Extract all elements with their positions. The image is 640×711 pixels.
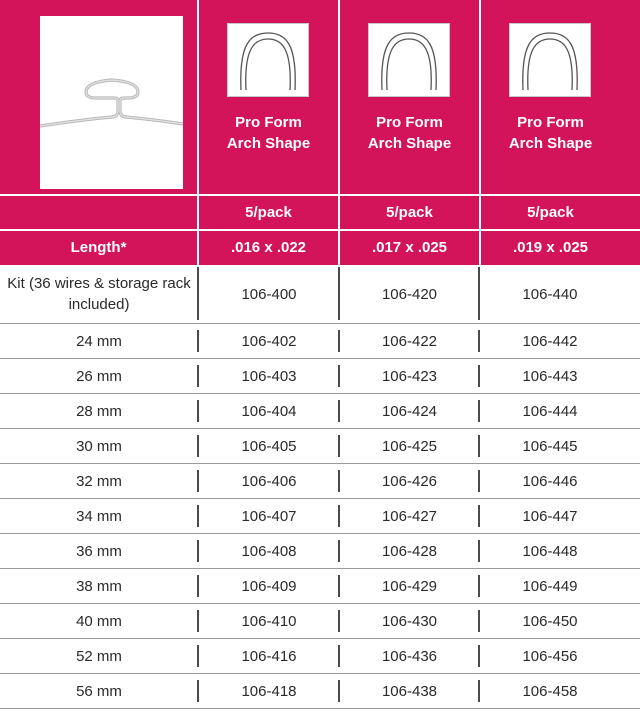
table-row <box>0 569 640 604</box>
item-code: 106-445 <box>522 437 578 455</box>
item-code: 106-410 <box>241 612 297 630</box>
item-code: 106-426 <box>381 472 438 490</box>
column-separator <box>478 400 480 422</box>
column-separator <box>197 365 199 387</box>
item-code: 106-409 <box>241 577 297 595</box>
column-separator <box>338 540 340 562</box>
arch-shape-icon <box>509 23 591 97</box>
item-code: 106-442 <box>522 332 578 350</box>
table-row <box>0 429 640 464</box>
table-row <box>0 394 640 429</box>
column-separator <box>478 470 480 492</box>
item-code: 106-448 <box>522 542 578 560</box>
item-code: 106-402 <box>241 332 297 350</box>
column-separator <box>478 365 480 387</box>
item-code: 106-440 <box>522 285 578 303</box>
column-separator <box>197 435 199 457</box>
item-code: 106-400 <box>241 285 297 303</box>
table-body <box>0 265 640 709</box>
item-code: 106-403 <box>241 367 297 385</box>
column-separator <box>338 645 340 667</box>
item-code: 106-458 <box>522 682 578 700</box>
pack-quantity: 5/pack <box>386 204 433 221</box>
vertical-loop-wire-image <box>40 16 183 189</box>
table-row <box>0 604 640 639</box>
item-code: 106-418 <box>241 682 297 700</box>
table-row <box>0 499 640 534</box>
table-row <box>0 265 640 324</box>
column-separator <box>478 330 480 352</box>
column-separator <box>338 470 340 492</box>
length-cell: Kit (36 wires & storage rack included) <box>7 275 191 313</box>
column-separator <box>338 610 340 632</box>
column-separator <box>338 505 340 527</box>
item-code: 106-422 <box>381 332 438 350</box>
item-code: 106-408 <box>241 542 297 560</box>
wire-size: .016 x .022 <box>230 239 307 256</box>
length-cell: 38 mm <box>76 577 122 595</box>
column-separator <box>197 330 199 352</box>
column-separator <box>478 645 480 667</box>
arch-shape-icon <box>227 23 309 97</box>
column-separator <box>197 680 199 702</box>
table-row <box>0 324 640 359</box>
item-code: 106-407 <box>241 507 297 525</box>
item-code: 106-449 <box>522 577 578 595</box>
column-separator <box>478 680 480 702</box>
column-separator <box>338 400 340 422</box>
column-separator <box>338 267 340 320</box>
item-code: 106-425 <box>381 437 438 455</box>
item-code: 106-447 <box>522 507 578 525</box>
table-row <box>0 464 640 499</box>
length-column-header: Length* <box>70 239 127 256</box>
table-row <box>0 639 640 674</box>
length-cell: 56 mm <box>76 682 122 700</box>
length-cell: 28 mm <box>76 402 122 420</box>
length-cell: 24 mm <box>76 332 122 350</box>
column-separator <box>338 575 340 597</box>
length-cell: 30 mm <box>76 437 122 455</box>
item-code: 106-450 <box>522 612 578 630</box>
column-separator <box>338 330 340 352</box>
column-separator <box>478 575 480 597</box>
item-code: 106-446 <box>522 472 578 490</box>
item-code: 106-443 <box>522 367 578 385</box>
table-row <box>0 359 640 394</box>
length-cell: 34 mm <box>76 507 122 525</box>
column-separator <box>197 540 199 562</box>
column-separator <box>478 267 480 320</box>
item-code: 106-416 <box>241 647 297 665</box>
item-code: 106-444 <box>522 402 578 420</box>
column-separator <box>197 575 199 597</box>
length-cell: 40 mm <box>76 612 122 630</box>
table-row <box>0 674 640 709</box>
item-code: 106-405 <box>241 437 297 455</box>
header-rule <box>0 229 640 231</box>
length-cell: 32 mm <box>76 472 122 490</box>
wire-size: .017 x .025 <box>371 239 448 256</box>
item-code: 106-423 <box>381 367 438 385</box>
column-separator <box>197 645 199 667</box>
column-separator <box>338 680 340 702</box>
length-cell: 36 mm <box>76 542 122 560</box>
column-separator <box>478 505 480 527</box>
archwire-photo <box>40 16 183 189</box>
item-code: 106-424 <box>381 402 438 420</box>
item-code: 106-436 <box>381 647 438 665</box>
wire-size: .019 x .025 <box>512 239 589 256</box>
column-separator <box>478 610 480 632</box>
column-separator <box>478 435 480 457</box>
product-name: Pro Form Arch Shape <box>367 114 452 152</box>
item-code: 106-456 <box>522 647 578 665</box>
pack-quantity: 5/pack <box>245 204 292 221</box>
column-separator <box>197 610 199 632</box>
item-code: 106-430 <box>381 612 438 630</box>
length-cell: 52 mm <box>76 647 122 665</box>
column-separator <box>338 435 340 457</box>
item-code: 106-427 <box>381 507 438 525</box>
item-code: 106-438 <box>381 682 438 700</box>
item-code: 106-404 <box>241 402 297 420</box>
column-separator <box>197 470 199 492</box>
column-separator <box>197 505 199 527</box>
pack-quantity: 5/pack <box>527 204 574 221</box>
table-header <box>0 0 640 265</box>
length-cell: 26 mm <box>76 367 122 385</box>
column-separator <box>197 267 199 320</box>
product-name: Pro Form Arch Shape <box>226 114 311 152</box>
item-code: 106-420 <box>381 285 438 303</box>
header-rule <box>0 194 640 196</box>
column-separator <box>478 540 480 562</box>
item-code: 106-406 <box>241 472 297 490</box>
column-separator <box>338 365 340 387</box>
item-code: 106-429 <box>381 577 438 595</box>
arch-shape-icon <box>368 23 450 97</box>
column-separator <box>197 400 199 422</box>
item-code: 106-428 <box>381 542 438 560</box>
product-name: Pro Form Arch Shape <box>508 114 593 152</box>
table-row <box>0 534 640 569</box>
